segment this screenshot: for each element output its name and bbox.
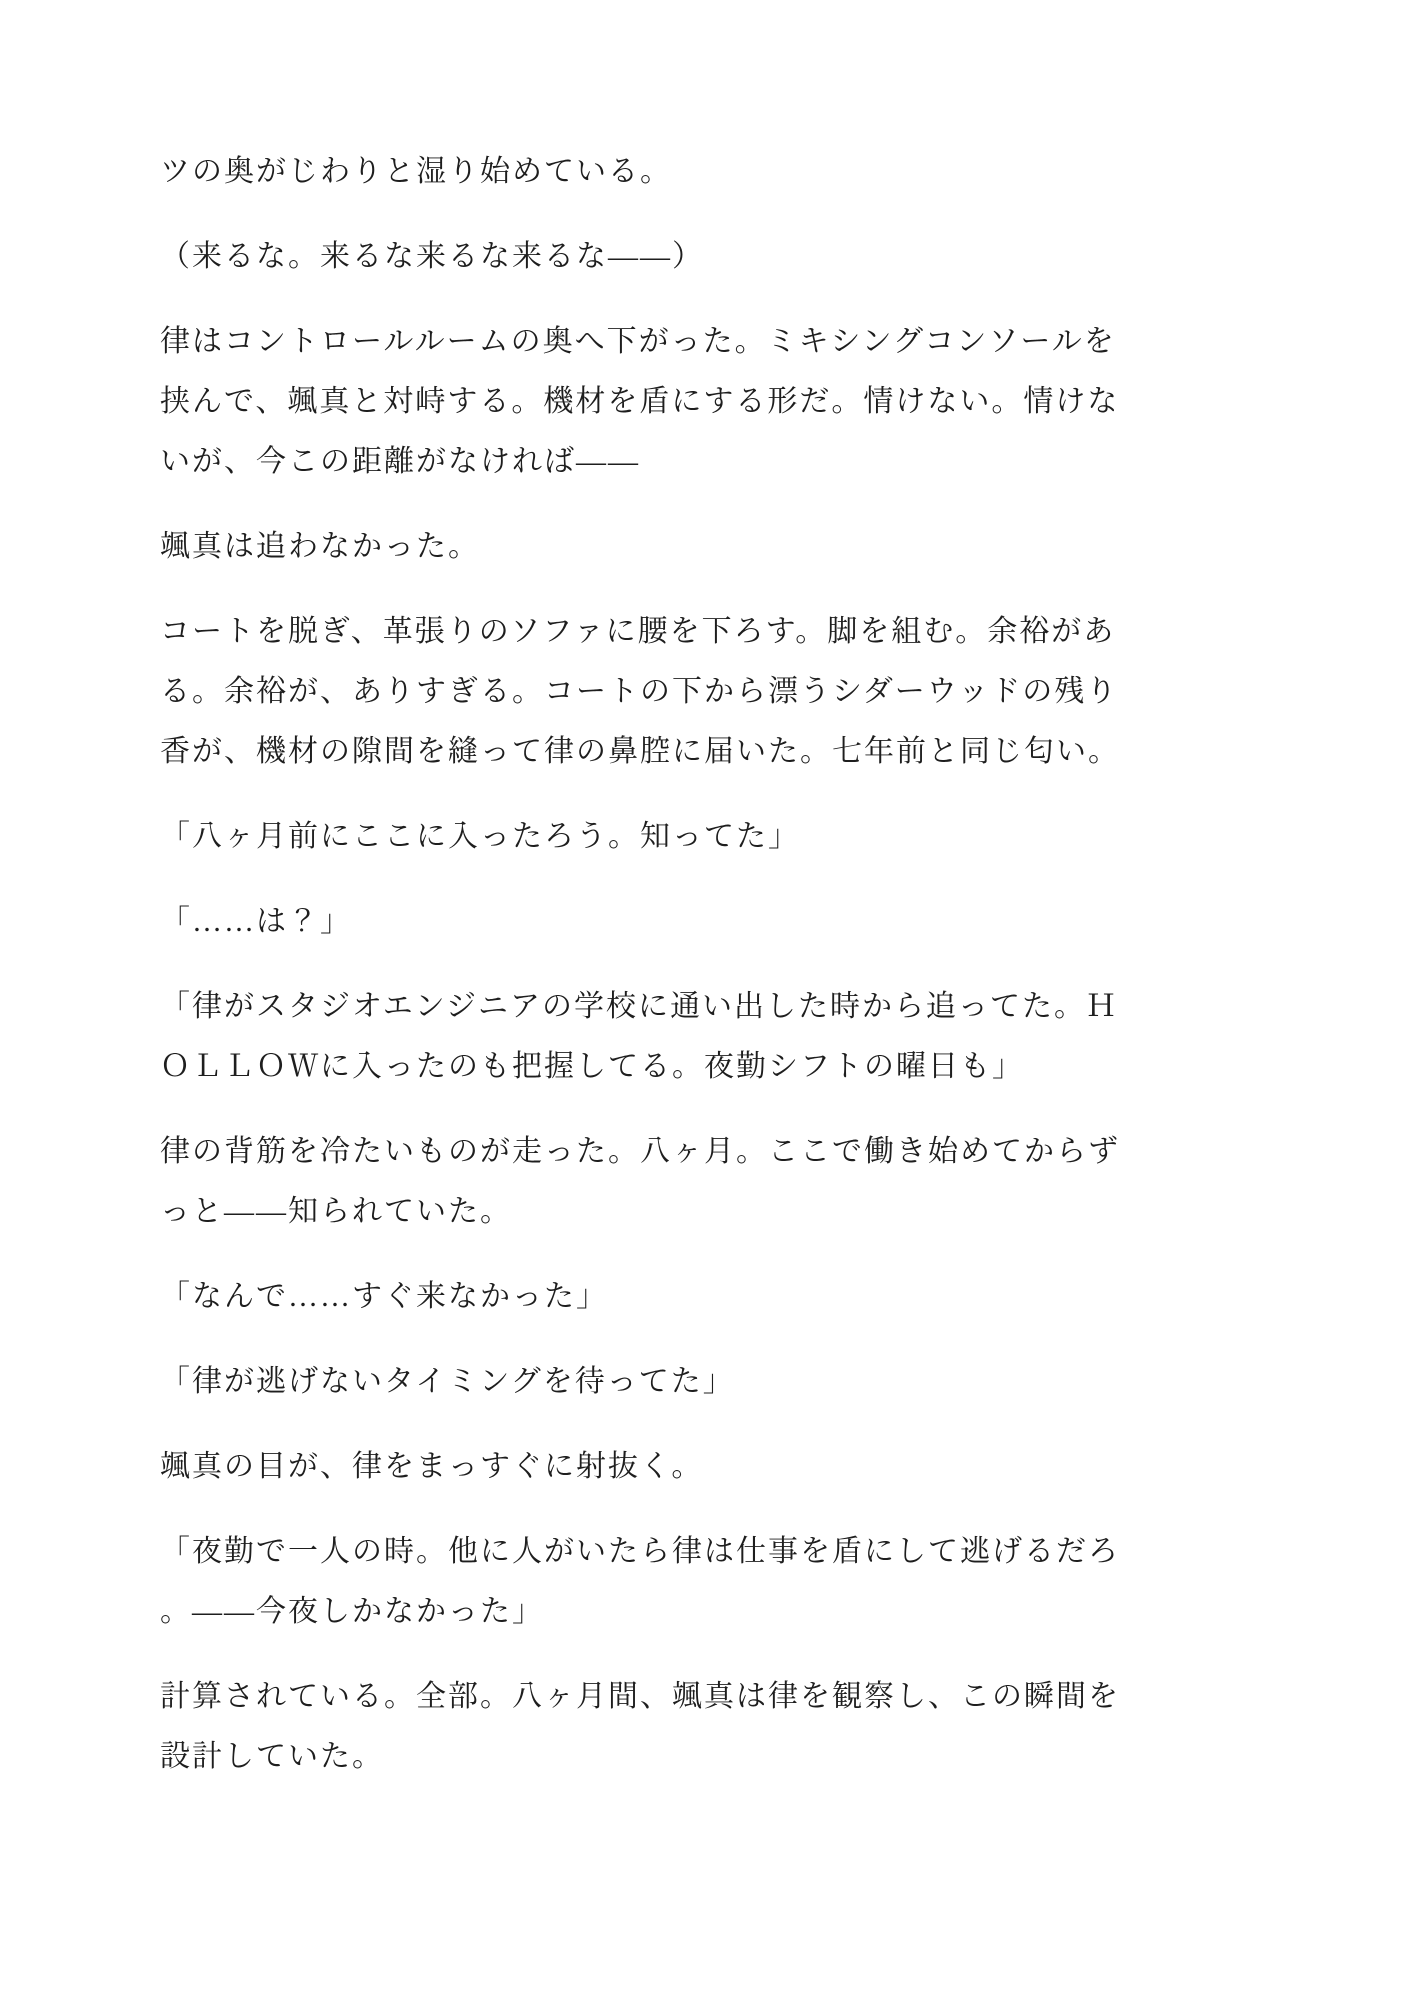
paragraph bbox=[160, 602, 1230, 782]
text-line: 颯真の目が、律をまっすぐに射抜く。 bbox=[160, 1450, 704, 1483]
text-line: っと――知られていた。 bbox=[160, 1195, 512, 1228]
paragraph bbox=[160, 312, 1230, 492]
text-line: 「なんで……すぐ来なかった」 bbox=[160, 1280, 608, 1313]
paragraph bbox=[160, 892, 1230, 952]
text-block bbox=[160, 142, 1230, 1787]
paragraph bbox=[160, 807, 1230, 867]
paragraph bbox=[160, 1122, 1230, 1242]
paragraph bbox=[160, 977, 1230, 1097]
text-line: 「八ヶ月前にここに入ったろう。知ってた」 bbox=[160, 820, 800, 853]
paragraph bbox=[160, 227, 1230, 287]
paragraph bbox=[160, 1437, 1230, 1497]
text-line: ツの奥がじわりと湿り始めている。 bbox=[160, 155, 672, 188]
text-line: いが、今この距離がなければ―― bbox=[160, 445, 640, 478]
text-line: 香が、機材の隙間を縫って律の鼻腔に届いた。七年前と同じ匂い。 bbox=[160, 735, 1120, 768]
text-line: 律の背筋を冷たいものが走った。八ヶ月。ここで働き始めてからず bbox=[160, 1135, 1120, 1168]
text-line: 。――今夜しかなかった」 bbox=[160, 1595, 544, 1628]
paragraph bbox=[160, 1352, 1230, 1412]
text-line: る。余裕が、ありすぎる。コートの下から漂うシダーウッドの残り bbox=[160, 675, 1119, 708]
text-line: 「律が逃げないタイミングを待ってた」 bbox=[160, 1365, 735, 1398]
text-line: 「夜勤で一人の時。他に人がいたら律は仕事を盾にして逃げるだろ bbox=[160, 1535, 1120, 1568]
text-line: 計算されている。全部。八ヶ月間、颯真は律を観察し、この瞬間を bbox=[160, 1680, 1120, 1713]
text-line: 「律がスタジオエンジニアの学校に通い出した時から追ってた。Ｈ bbox=[160, 990, 1119, 1023]
text-line: 颯真は追わなかった。 bbox=[160, 530, 480, 563]
text-line: ＯＬＬＯＷに入ったのも把握してる。夜勤シフトの曜日も」 bbox=[160, 1050, 1024, 1083]
text-line: 律はコントロールルームの奥へ下がった。ミキシングコンソールを bbox=[160, 325, 1116, 358]
text-line: 挟んで、颯真と対峙する。機材を盾にする形だ。情けない。情けな bbox=[160, 385, 1120, 418]
text-line: 設計していた。 bbox=[160, 1740, 384, 1773]
paragraph bbox=[160, 142, 1230, 202]
paragraph bbox=[160, 1267, 1230, 1327]
paragraph bbox=[160, 517, 1230, 577]
text-line: 「……は？」 bbox=[160, 905, 352, 938]
paragraph bbox=[160, 1522, 1230, 1642]
text-line: コートを脱ぎ、革張りのソファに腰を下ろす。脚を組む。余裕があ bbox=[160, 615, 1116, 648]
paragraph bbox=[160, 1667, 1230, 1787]
text-line: （来るな。来るな来るな来るな――） bbox=[160, 240, 704, 273]
